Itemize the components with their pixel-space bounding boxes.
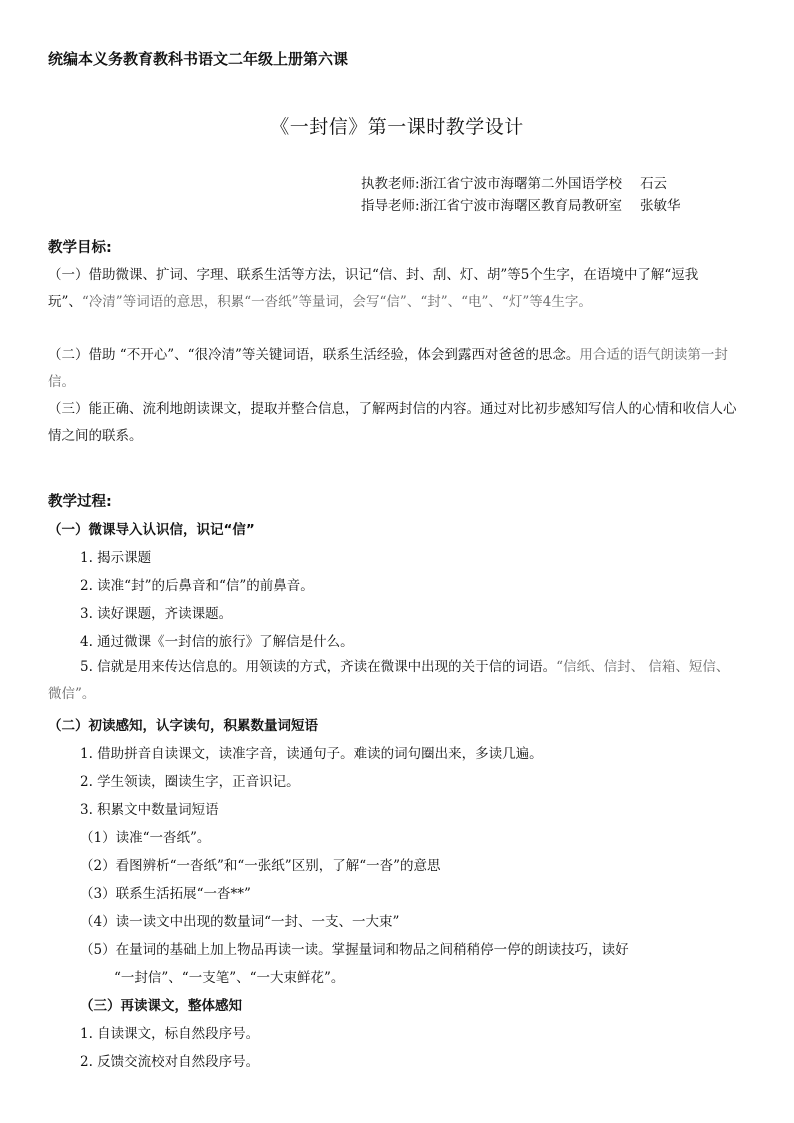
- section-2-substep-4: （4）读一读文中出现的数量词“一封、一支、一大束”: [80, 914, 400, 930]
- section-2-substep-3: （3）联系生活拓展“一沓**”: [80, 886, 251, 902]
- process-heading: 教学过程:: [48, 494, 112, 510]
- teacher-info: [361, 173, 681, 217]
- guide-teacher-name: 张敏华: [640, 198, 681, 214]
- document-title: 《一封信》第一课时教学设计: [270, 116, 524, 138]
- process-section-3-title: （三）再读课文，整体感知: [80, 998, 242, 1014]
- section-1-step-1: 1. 揭示课题: [80, 550, 152, 566]
- lead-teacher-name: 石云: [640, 176, 668, 192]
- section-3-step-1: 1. 自读课文，标自然段序号。: [80, 1026, 260, 1042]
- lead-teacher-school: 浙江省宁波市海曙第二外国语学校: [419, 176, 623, 192]
- section-1-step-3: 3. 读好课题，齐读课题。: [80, 606, 233, 622]
- guide-teacher-label: 指导老师:: [361, 198, 420, 214]
- section-2-substep-2: （2）看图辨析“一沓纸”和“一张纸”区别，了解“一沓”的意思: [80, 858, 441, 874]
- section-1-step-2: 2. 读准“封”的后鼻音和“信”的前鼻音。: [80, 578, 314, 594]
- textbook-header: 统编本义务教育教科书语文二年级上册第六课: [48, 50, 349, 68]
- section-2-step-2: 2. 学生领读，圈读生字，正音识记。: [80, 774, 300, 790]
- objective-1: （一）借助微课、扩词、字理、联系生活等方法，识记“信、封、刮、灯、胡”等5个生字，在语境中了解“逗我玩”、“冷清”等词语的意思，积累“一沓纸”等量词，会写“信”、“封”、“电”、“灯”等4生字。: [48, 267, 699, 310]
- objective-2: （二）借助 “不开心”、“很冷清”等关键词语，联系生活经验，体会到露西对爸爸的思念。用合适的语气朗读第一封信。: [48, 347, 728, 390]
- lead-teacher-row: [361, 173, 681, 195]
- lead-teacher-label: 执教老师:: [361, 176, 420, 192]
- section-3-step-2: 2. 反馈交流校对自然段序号。: [80, 1054, 260, 1070]
- section-1-step-4: 4. 通过微课《一封信的旅行》了解信是什么。: [80, 634, 354, 650]
- section-2-step-1: 1. 借助拼音自读课文，读准字音，读通句子。难读的词句圈出来，多读几遍。: [80, 746, 543, 762]
- guide-teacher-org: 浙江省宁波市海曙区教育局教研室: [419, 198, 623, 214]
- section-2-substep-5: （5）在量词的基础上加上物品再读一读。掌握量词和物品之间稍稍停一停的朗读技巧，读好: [80, 942, 629, 958]
- section-2-step-3: 3. 积累文中数量词短语: [80, 802, 219, 818]
- process-section-2-title: （二）初读感知，认字读句，积累数量词短语: [48, 718, 318, 734]
- section-1-step-5: 5. 信就是用来传达信息的。用领读的方式，齐读在微课中出现的关于信的词语。“信纸、信封、 信箱、短信、微信”。: [48, 659, 730, 702]
- section-2-substep-1: （1）读准“一沓纸”。: [80, 830, 211, 846]
- objective-3: （三）能正确、流利地朗读课文，提取并整合信息，了解两封信的内容。通过对比初步感知写信人的心情和收信人心情之间的联系。: [48, 401, 737, 444]
- guide-teacher-row: [361, 195, 681, 217]
- section-2-substep-5-cont: “一封信”、“一支笔”、“一大束鲜花”。: [114, 970, 345, 986]
- process-section-1-title: （一）微课导入认识信，识记“信”: [48, 522, 255, 538]
- objectives-heading: 教学目标:: [48, 240, 112, 256]
